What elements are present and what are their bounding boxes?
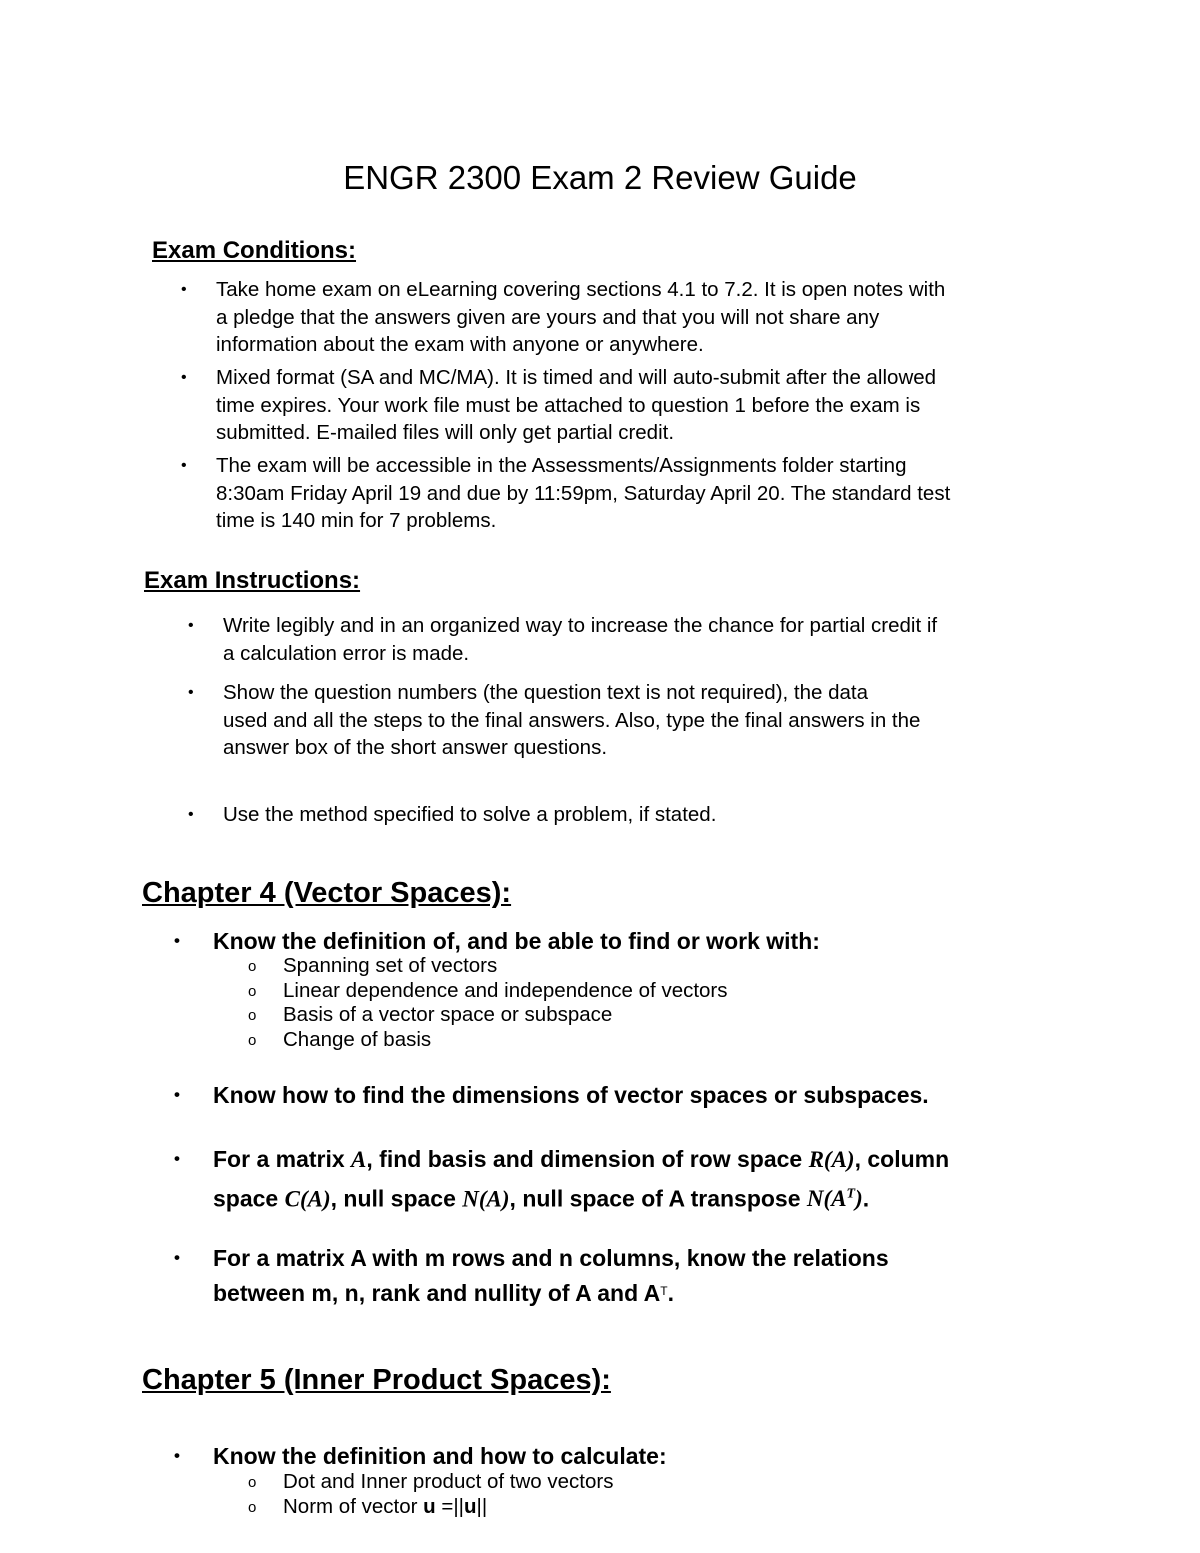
math-expression: C(A) xyxy=(284,1186,331,1212)
text-line: Use the method specified to solve a problem, if stated. xyxy=(223,803,717,826)
math-expression: N(A) xyxy=(462,1186,510,1212)
chapter-4-item xyxy=(174,1241,889,1310)
chapter-4-subitem xyxy=(248,979,728,1004)
text-fragment: , null space of A transpose xyxy=(509,1185,807,1212)
text-fragment: For a matrix xyxy=(213,1146,352,1172)
bullet-icon: • xyxy=(181,369,187,386)
text-line: Show the question numbers (the question text is not required), the data xyxy=(223,681,868,704)
text-line xyxy=(213,1276,889,1311)
sub-bullet-icon: o xyxy=(248,958,257,975)
text-line xyxy=(213,1178,949,1217)
exam-condition-item xyxy=(181,364,937,447)
chapter-4-item xyxy=(174,1142,950,1217)
exam-instruction-item xyxy=(188,612,938,667)
bullet-icon: • xyxy=(181,281,187,298)
math-expression: R(A) xyxy=(808,1147,855,1172)
subitem-text: Basis of a vector space or subspace xyxy=(283,1003,613,1026)
math-fragment: ) xyxy=(855,1186,863,1212)
text-fragment: between m, n, rank and nullity of A and A xyxy=(213,1279,661,1306)
bullet-icon: • xyxy=(174,1085,180,1104)
text-line: a calculation error is made. xyxy=(223,641,470,665)
bullet-icon: • xyxy=(174,1149,180,1168)
bullet-icon: • xyxy=(174,931,180,950)
chapter-5-subitem xyxy=(248,1470,614,1495)
text-line: Know the definition of, and be able to find or work with: xyxy=(213,928,820,954)
page-title: ENGR 2300 Exam 2 Review Guide xyxy=(343,159,857,196)
exam-instructions-heading: Exam Instructions: xyxy=(144,567,361,594)
chapter-4-heading: Chapter 4 (Vector Spaces): xyxy=(142,877,512,909)
bullet-icon: • xyxy=(188,684,194,701)
subitem-text: Change of basis xyxy=(283,1028,432,1051)
subitem-text: Spanning set of vectors xyxy=(283,954,498,977)
math-fragment: N(A xyxy=(806,1186,847,1212)
vector-symbol: u xyxy=(423,1495,436,1518)
text-line: a pledge that the answers given are yours and that you will not share any xyxy=(216,305,880,329)
chapter-5-subitem xyxy=(248,1495,488,1520)
exam-conditions-heading: Exam Conditions: xyxy=(152,237,357,264)
text-line: Mixed format (SA and MC/MA). It is timed and will auto-submit after the allowed xyxy=(216,366,937,389)
text-line: information about the exam with anyone or anywhere. xyxy=(216,333,704,356)
superscript: T xyxy=(846,1186,856,1202)
math-expression: A xyxy=(351,1147,367,1172)
text-fragment: , null space xyxy=(330,1185,463,1212)
sub-bullet-icon: o xyxy=(248,983,257,1000)
sub-bullet-icon: o xyxy=(248,1007,257,1024)
chapter-5-heading: Chapter 5 (Inner Product Spaces): xyxy=(142,1364,611,1396)
bullet-icon: • xyxy=(181,457,187,474)
text-fragment: . xyxy=(862,1185,870,1212)
text-line: Know how to find the dimensions of vector spaces or subspaces. xyxy=(213,1082,929,1108)
text-line: The exam will be accessible in the Assessments/Assignments folder starting xyxy=(216,454,907,477)
chapter-4-subitem xyxy=(248,1028,432,1053)
bullet-icon: • xyxy=(188,806,194,823)
text-fragment: , find basis and dimension of row space xyxy=(366,1146,809,1172)
bullet-icon: • xyxy=(188,617,194,634)
text-fragment: . xyxy=(667,1279,674,1306)
chapter-4-item xyxy=(174,1078,929,1113)
text-line: answer box of the short answer questions. xyxy=(223,736,608,759)
sub-bullet-icon: o xyxy=(248,1499,257,1516)
exam-condition-item xyxy=(181,452,951,535)
text-line: Know the definition and how to calculate: xyxy=(213,1443,667,1469)
sub-bullet-icon: o xyxy=(248,1032,257,1049)
chapter-4-subitem xyxy=(248,954,498,979)
chapter-5-item xyxy=(174,1439,667,1474)
text-line: submitted. E-mailed files will only get partial credit. xyxy=(216,421,675,444)
text-line: For a matrix A with m rows and n columns, know the relations xyxy=(213,1245,889,1271)
text-line: Write legibly and in an organized way to increase the chance for partial credit if xyxy=(223,614,938,637)
chapter-4-subitem xyxy=(248,1003,613,1028)
math-expression xyxy=(807,1186,863,1211)
text-line: 8:30am Friday April 19 and due by 11:59pm, Saturday April 20. The standard test xyxy=(216,481,951,505)
bullet-icon: • xyxy=(174,1446,180,1465)
text-fragment: space xyxy=(213,1185,285,1212)
superscript: T xyxy=(660,1283,668,1298)
subitem-text: Dot and Inner product of two vectors xyxy=(283,1470,614,1493)
bullet-icon: • xyxy=(174,1248,180,1267)
text-line xyxy=(213,1142,949,1178)
text-fragment: || xyxy=(476,1495,488,1518)
text-line: time is 140 min for 7 problems. xyxy=(216,509,497,532)
text-line: time expires. Your work file must be attached to question 1 before the exam is xyxy=(216,393,921,417)
subitem-text: Linear dependence and independence of vectors xyxy=(283,979,728,1002)
text-fragment: Norm of vector xyxy=(283,1495,424,1518)
exam-instruction-item xyxy=(188,679,921,762)
text-line: used and all the steps to the final answers. Also, type the final answers in the xyxy=(223,708,921,732)
sub-bullet-icon: o xyxy=(248,1474,257,1491)
exam-instruction-item xyxy=(188,801,717,829)
vector-symbol: u xyxy=(463,1495,477,1518)
text-fragment: , column xyxy=(854,1146,950,1172)
text-line: Take home exam on eLearning covering sections 4.1 to 7.2. It is open notes with xyxy=(216,278,946,301)
exam-condition-item xyxy=(181,276,946,359)
text-fragment: =|| xyxy=(435,1495,464,1518)
